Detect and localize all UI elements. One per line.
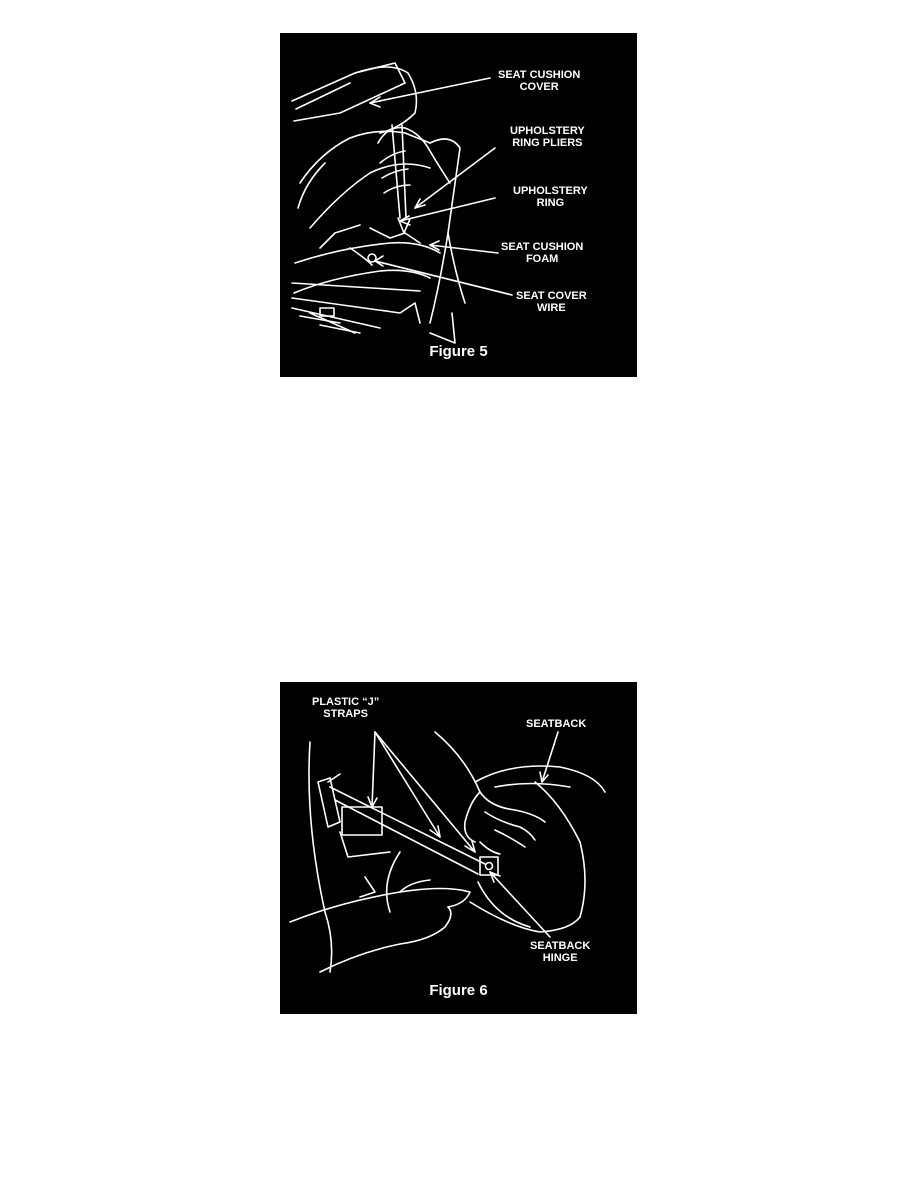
label-line: HINGE <box>542 952 578 964</box>
figure-5 <box>280 33 637 377</box>
figure-5-caption: Figure 5 <box>429 343 488 360</box>
label-seat-cushion-cover <box>498 69 580 93</box>
label-line: PLASTIC “J” <box>312 696 380 708</box>
label-line: UPHOLSTERY <box>513 185 588 197</box>
label-seatback <box>526 718 586 730</box>
label-plastic-j-straps <box>312 696 379 720</box>
label-line: UPHOLSTERY <box>510 125 585 137</box>
label-line: SEAT CUSHION <box>498 69 581 81</box>
label-line: SEATBACK <box>526 718 587 730</box>
label-line: STRAPS <box>323 708 368 720</box>
label-line: COVER <box>519 81 559 93</box>
label-upholstery-ring <box>513 185 588 209</box>
figure-6-caption: Figure 6 <box>429 982 488 999</box>
label-line: SEATBACK <box>530 940 591 952</box>
figure-6 <box>280 682 637 1014</box>
label-line: RING <box>536 197 565 209</box>
label-line: SEAT COVER <box>516 290 587 302</box>
label-line: FOAM <box>525 253 559 265</box>
label-seatback-hinge <box>530 940 590 964</box>
label-line: RING PLIERS <box>512 137 583 149</box>
label-seat-cushion-foam <box>501 241 583 265</box>
label-line: WIRE <box>536 302 566 314</box>
label-line: SEAT CUSHION <box>501 241 584 253</box>
label-upholstery-ring-pliers <box>510 125 585 149</box>
figure-6-illustration <box>280 682 637 1014</box>
label-seat-cover-wire <box>516 290 587 314</box>
